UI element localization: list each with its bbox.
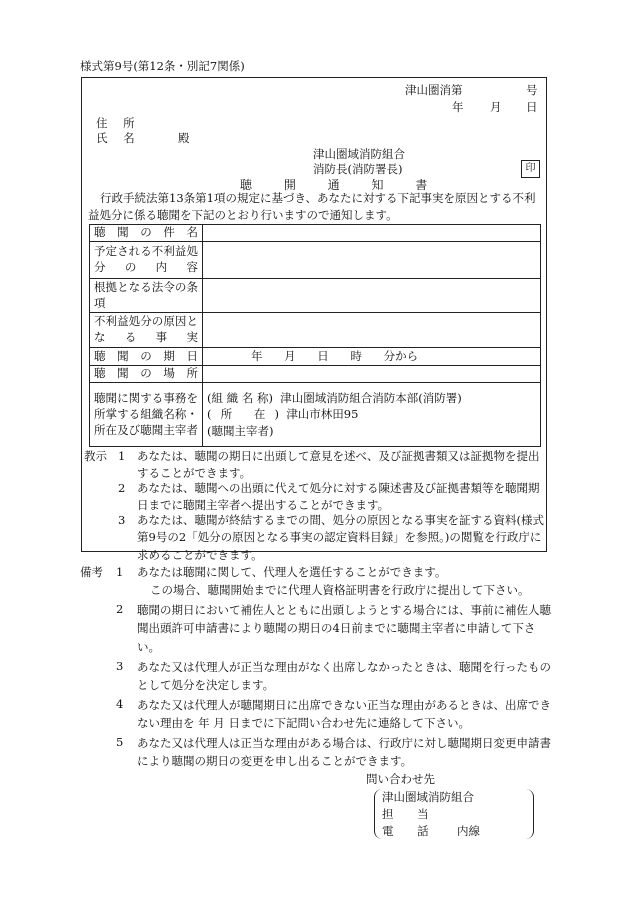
row-value-legal-basis — [203, 279, 541, 313]
table-row — [90, 348, 541, 366]
org-key: (組 織 名 称) — [207, 390, 273, 405]
address-label: 住 所 — [96, 116, 141, 130]
doc-number-suffix: 号 — [526, 83, 538, 97]
remark-item-2: 聴聞の期日において補佐人とともに出頭しようとする場合には、事前に補佐人聴聞出頭許可申請書により聴聞の期日の4日前までに聴聞主宰者に申請して下さい。 — [137, 603, 551, 654]
date-month: 月 — [490, 100, 502, 114]
row-label-office: 聴聞に関する事務を所掌する組織名称・所在及び聴聞主宰者 — [90, 383, 203, 447]
document-title: 聴 開 通 知 書 — [240, 178, 442, 192]
remark-no-5: 5 — [116, 735, 124, 749]
remark-no-1: 1 — [116, 565, 124, 579]
contact-ext-label: 内線 — [457, 824, 480, 838]
table-row — [90, 225, 541, 242]
teaching-no-3: 3 — [118, 513, 126, 527]
remark-no-4: 4 — [116, 697, 124, 711]
org-value: 津山圏域消防組合消防本部(消防署) — [280, 390, 462, 405]
table-row — [90, 383, 541, 447]
intro-paragraph: 行政手続法第13条第1項の規定に基づき、あなたに対する下記事実を原因とする不利益処分に係る聴聞を下記のとおり行いますので通知します。 — [88, 191, 536, 223]
contact-tel-label: 電 話 — [382, 824, 439, 838]
row-value-office — [203, 383, 541, 447]
row-value-disposition — [203, 242, 541, 279]
teaching-item-1: あなたは、聴聞の期日に出頭して意見を述べ、及び証拠書類又は証拠物を提出することができます。 — [137, 449, 540, 481]
row-label-cause: 不利益処分の原因となる事実 — [90, 313, 203, 348]
table-row — [90, 242, 541, 279]
location-key: (所 在) — [207, 407, 279, 422]
seal-mark: 印 — [521, 160, 540, 178]
location-value: 津山市林田95 — [286, 407, 359, 422]
date-year: 年 — [452, 100, 464, 114]
hearing-items-table — [89, 224, 541, 447]
remark-item-4: あなた又は代理人が聴聞期日に出席できない正当な理由があるときは、出席できない理由を 年 月 日までに下記問い合わせ先に連絡して下さい。 — [137, 698, 551, 731]
honorific: 殿 — [178, 131, 190, 145]
table-row — [90, 313, 541, 348]
date-day: 日 — [526, 100, 538, 114]
row-label-disposition: 予定される不利益処分の内容 — [90, 242, 203, 279]
contact-heading: 問い合わせ先 — [366, 772, 435, 786]
remark-item-1b: この場合、聴聞開始までに代理人資格証明書を行政庁に提出して下さい。 — [150, 583, 530, 597]
teaching-label: 教示 — [84, 449, 107, 463]
remark-item-5: あなた又は代理人は正当な理由がある場合は、行政庁に対し聴聞期日変更申請書により聴聞の期日の変更を申し出ることができます。 — [137, 736, 551, 769]
remarks-label: 備考 — [80, 565, 103, 579]
row-label-subject: 聴 聞 の 件 名 — [90, 225, 203, 242]
table-row — [90, 279, 541, 313]
remark-no-3: 3 — [116, 659, 124, 673]
row-value-place — [203, 366, 541, 383]
name-label: 氏 名 — [96, 131, 141, 145]
form-label: 様式第9号(第12条・別記7関係) — [80, 59, 245, 73]
teaching-item-2: あなたは、聴聞への出頭に代えて処分に対する陳述書及び証拠書類等を聴聞期日までに聴聞主宰者へ提出することができます。 — [137, 481, 540, 513]
teaching-item-3: あなたは、聴聞が終結するまでの間、処分の原因となる事実を証する資料(様式第9号の2「処分の原因となる事実の認定資料目録」を参照。)の閲覧を行政庁に求めることができます。 — [137, 513, 544, 562]
table-row — [90, 366, 541, 383]
row-label-place: 聴 聞 の 場 所 — [90, 366, 203, 383]
remark-item-1: あなたは聴聞に関して、代理人を選任することができます。 — [137, 565, 447, 579]
doc-number-prefix: 津山圏消第 — [405, 83, 463, 97]
remark-no-2: 2 — [116, 602, 124, 616]
contact-person-label: 担 当 — [382, 807, 439, 821]
row-label-legal-basis: 根拠となる法令の条項 — [90, 279, 203, 313]
row-value-cause — [203, 313, 541, 348]
row-value-subject — [203, 225, 541, 242]
teaching-no-2: 2 — [118, 481, 126, 495]
issuer-chief: 消防長(消防署長) — [313, 162, 403, 176]
row-label-date: 聴 聞 の 期 日 — [90, 348, 203, 366]
row-value-date: 年 月 日 時 分から — [203, 348, 541, 366]
contact-org: 津山圏域消防組合 — [382, 790, 474, 804]
teaching-no-1: 1 — [118, 449, 126, 463]
host-key: (聴聞主宰者) — [207, 424, 274, 439]
remark-item-3: あなた又は代理人が正当な理由がなく出席しなかったときは、聴聞を行ったものとして処分を決定します。 — [137, 660, 551, 693]
issuer-org: 津山圏域消防組合 — [313, 147, 405, 161]
